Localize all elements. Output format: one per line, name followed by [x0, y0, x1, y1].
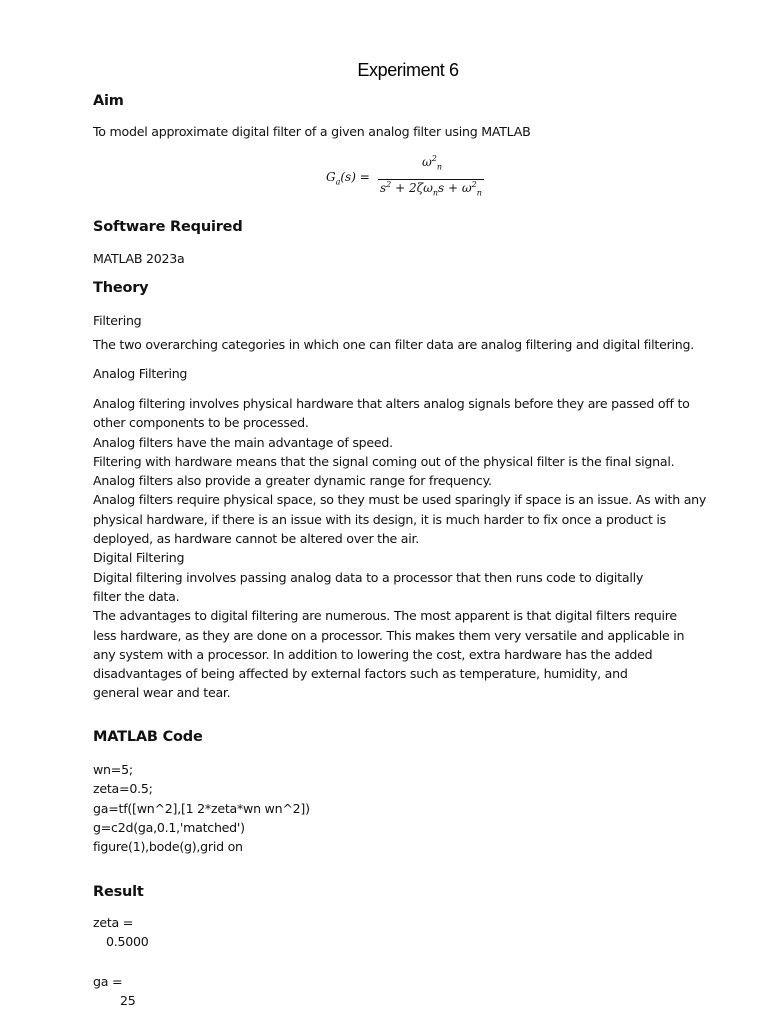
code-line: ga=tf([wn^2],[1 2*zeta*wn wn^2]): [93, 800, 310, 816]
code-line: zeta=0.5;: [93, 781, 153, 797]
theory-line: Filtering with hardware means that the signal coming out of the physical filter is the final signal.: [93, 453, 675, 469]
result-ga-value: 25: [120, 993, 136, 1008]
theory-intro: The two overarching categories in which one can filter data are analog filtering and digital filtering.: [93, 337, 695, 352]
fraction-bar: [378, 179, 484, 180]
formula-denominator: $s^2 + 2\zeta\omega_ns + \omega^2_n$: [380, 180, 482, 198]
theory-line: Digital filtering involves passing analog data to a processor that then runs code to digitally: [93, 569, 644, 585]
code-line: wn=5;: [93, 762, 133, 777]
filtering-label: Filtering: [93, 313, 142, 328]
theory-line: Analog filters have the main advantage of speed.: [93, 434, 393, 450]
theory-line: general wear and tear.: [93, 685, 231, 701]
theory-body: [93, 394, 706, 703]
theory-line: Analog filtering involves physical hardware that alters analog signals before they are passed off to: [93, 396, 690, 411]
theory-heading: Theory: [93, 280, 149, 296]
theory-line: Analog filters also provide a greater dynamic range for frequency.: [93, 473, 492, 489]
result-zeta-label: zeta =: [93, 915, 134, 930]
theory-line: The advantages to digital filtering are numerous. The most apparent is that digital filters require: [93, 608, 677, 624]
digital-filtering-label: Digital Filtering: [93, 550, 185, 566]
theory-line: filter the data.: [93, 588, 180, 604]
result-ga-label: ga =: [93, 974, 123, 989]
software-heading: Software Required: [93, 219, 243, 235]
software-text: MATLAB 2023a: [93, 251, 185, 266]
theory-line: physical hardware, if there is an issue with its design, it is much harder to fix once a product is: [93, 511, 666, 527]
theory-line: disadvantages of being affected by external factors such as temperature, humidity, and: [93, 666, 628, 682]
code-line: g=c2d(ga,0.1,'matched'): [93, 819, 245, 835]
theory-line: any system with a processor. In addition to lowering the cost, extra hardware has the added: [93, 646, 653, 662]
page-title: Experiment 6: [357, 60, 459, 80]
matlab-code-block: [93, 760, 310, 856]
result-heading: Result: [93, 884, 144, 900]
theory-line: deployed, as hardware cannot be altered over the air.: [93, 531, 420, 547]
transfer-function-formula: [326, 155, 486, 201]
formula-numerator: $\omega^2_n$: [422, 154, 443, 172]
theory-line: less hardware, as they are done on a processor. This makes them very versatile and applicable in: [93, 627, 685, 643]
aim-text: To model approximate digital filter of a given analog filter using MATLAB: [93, 124, 531, 139]
analog-filtering-label: Analog Filtering: [93, 366, 188, 381]
aim-heading: Aim: [93, 93, 124, 109]
matlab-code-heading: MATLAB Code: [93, 729, 203, 745]
code-line: figure(1),bode(g),grid on: [93, 839, 243, 855]
formula-lhs: $G_a(s)$ =: [326, 170, 370, 187]
theory-line: other components to be processed.: [93, 415, 309, 431]
result-zeta-value: 0.5000: [106, 934, 149, 949]
theory-line: Analog filters require physical space, so they must be used sparingly if space is an issue. As with any: [93, 492, 707, 508]
